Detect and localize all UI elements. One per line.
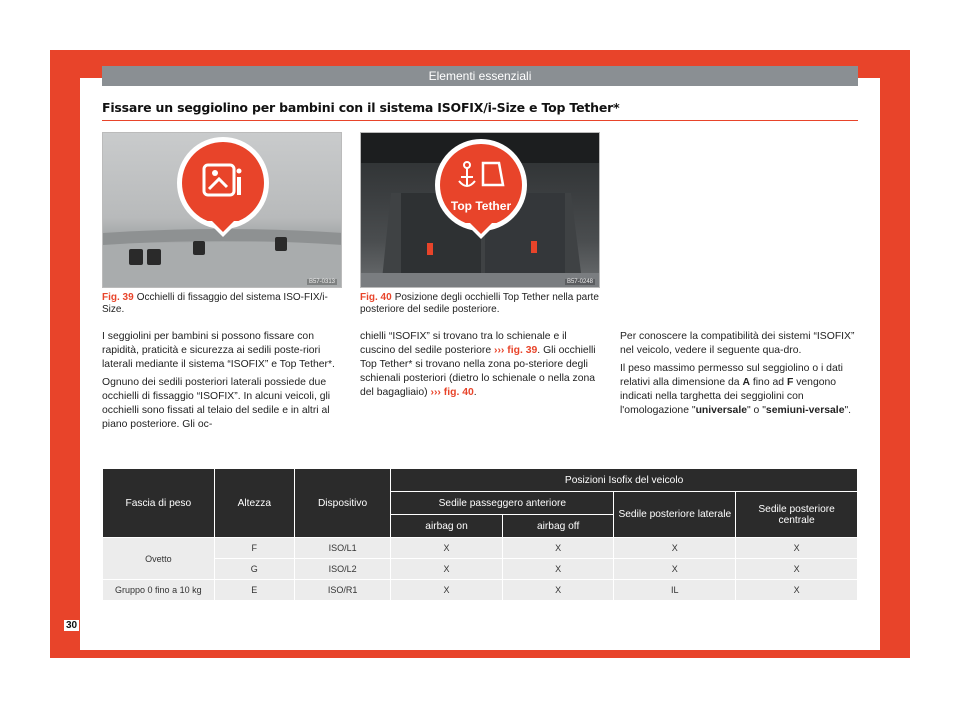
figure-link[interactable]: ››› fig. 39 [494, 345, 538, 356]
header-airbag-on: airbag on [391, 515, 502, 537]
table-row [103, 538, 857, 558]
figure-isofix-anchors [102, 132, 342, 288]
paragraph: I seggiolini per bambini si possono fissare con rapidità, praticità e sicurezza ai sedili poste-riori laterali mediante il sistema “ISOFIX” e Top Tether*. [102, 331, 335, 370]
isofix-illustration [103, 133, 342, 288]
text-run: ". [844, 405, 852, 416]
header-weight-class: Fascia di peso [103, 469, 214, 537]
figure-caption [360, 292, 600, 316]
cell-rear-side: IL [614, 580, 735, 600]
cell-airbag-off: X [503, 580, 614, 600]
cell-height: E [215, 580, 294, 600]
isofix-compatibility-table [102, 468, 858, 601]
size-letter: A [742, 377, 750, 388]
figure-caption [102, 292, 342, 316]
figure-caption-text: Occhielli di fissaggio del sistema ISO-FIX/i-Size. [102, 292, 328, 315]
text-run: . Gli occhielli Top Tether* si trovano nella zona po-steriore degli schienali posteriori (dietro lo schienale o nella zona del bagagliaio) [360, 345, 596, 398]
figure-number: Fig. 40 [360, 292, 392, 303]
cell-rear-center: X [736, 538, 857, 558]
table-row [103, 580, 857, 600]
figure-link[interactable]: ››› fig. 40 [430, 387, 474, 398]
cell-rear-center: X [736, 580, 857, 600]
figure-number: Fig. 39 [102, 292, 134, 303]
cell-weight: Ovetto [103, 538, 214, 579]
cell-airbag-on: X [391, 580, 502, 600]
text-run: fino ad [749, 377, 787, 388]
bold-term: semiuni-versale [765, 405, 845, 416]
figure-top-tether [360, 132, 600, 288]
size-letter: F [786, 377, 794, 388]
text-column-3 [620, 330, 860, 422]
text-run: chielli “ISOFIX” si trovano tra lo schienale e il cuscino del sedile posteriore [360, 331, 567, 356]
paragraph [360, 330, 600, 400]
header-height: Altezza [215, 469, 294, 537]
figure-code: B57-0313 [308, 279, 335, 285]
top-tether-badge-label: Top Tether [450, 199, 512, 213]
figure-caption-text: Posizione degli occhielli Top Tether nella parte posteriore del sedile posteriore. [360, 292, 599, 315]
cell-airbag-on: X [391, 559, 502, 579]
section-title: Fissare un seggiolino per bambini con il sistema ISOFIX/i-Size e Top Tether* [102, 100, 620, 115]
paragraph [620, 362, 860, 418]
cell-device: ISO/R1 [295, 580, 390, 600]
header-rear-side-seat: Sedile posteriore laterale [614, 492, 735, 537]
cell-rear-side: X [614, 538, 735, 558]
cell-rear-center: X [736, 559, 857, 579]
title-rule [102, 120, 858, 121]
paragraph: Per conoscere la compatibilità dei sistemi “ISOFIX” nel veicolo, vedere il seguente qua-dro. [620, 331, 855, 356]
text-column-2 [360, 330, 600, 404]
text-run: vengono indicati nella targhetta dei seggiolini con l'omologazione " [620, 377, 837, 416]
header-front-passenger-seat: Sedile passeggero anteriore [391, 492, 613, 514]
bold-term: universale [695, 405, 747, 416]
text-run: . [473, 387, 477, 398]
figure-code: B57-0248 [566, 279, 593, 285]
header-airbag-off: airbag off [503, 515, 614, 537]
cell-rear-side: X [614, 559, 735, 579]
text-run: Il peso massimo permesso sul seggiolino o i dati relativi alla dimensione da [620, 363, 843, 388]
chapter-header: Elementi essenziali [102, 66, 858, 86]
header-isofix-positions: Posizioni Isofix del veicolo [391, 469, 857, 491]
cell-height: G [215, 559, 294, 579]
cell-weight: Gruppo 0 fino a 10 kg [103, 580, 214, 600]
text-run: " o " [746, 405, 766, 416]
cell-airbag-on: X [391, 538, 502, 558]
cell-airbag-off: X [503, 538, 614, 558]
text-column-1 [102, 330, 342, 436]
cell-airbag-off: X [503, 559, 614, 579]
header-device: Dispositivo [295, 469, 390, 537]
page-number: 30 [66, 620, 78, 631]
table-row [103, 559, 857, 579]
cell-device: ISO/L1 [295, 538, 390, 558]
cell-device: ISO/L2 [295, 559, 390, 579]
cell-height: F [215, 538, 294, 558]
header-rear-center-seat: Sedile posteriore centrale [736, 492, 857, 537]
paragraph: Ognuno dei sedili posteriori laterali possiede due occhielli di fissaggio “ISOFIX”. In alcuni veicoli, gli occhielli sono fissati al telaio del sedile e in altri al piano posteriore. Gli oc- [102, 377, 331, 430]
